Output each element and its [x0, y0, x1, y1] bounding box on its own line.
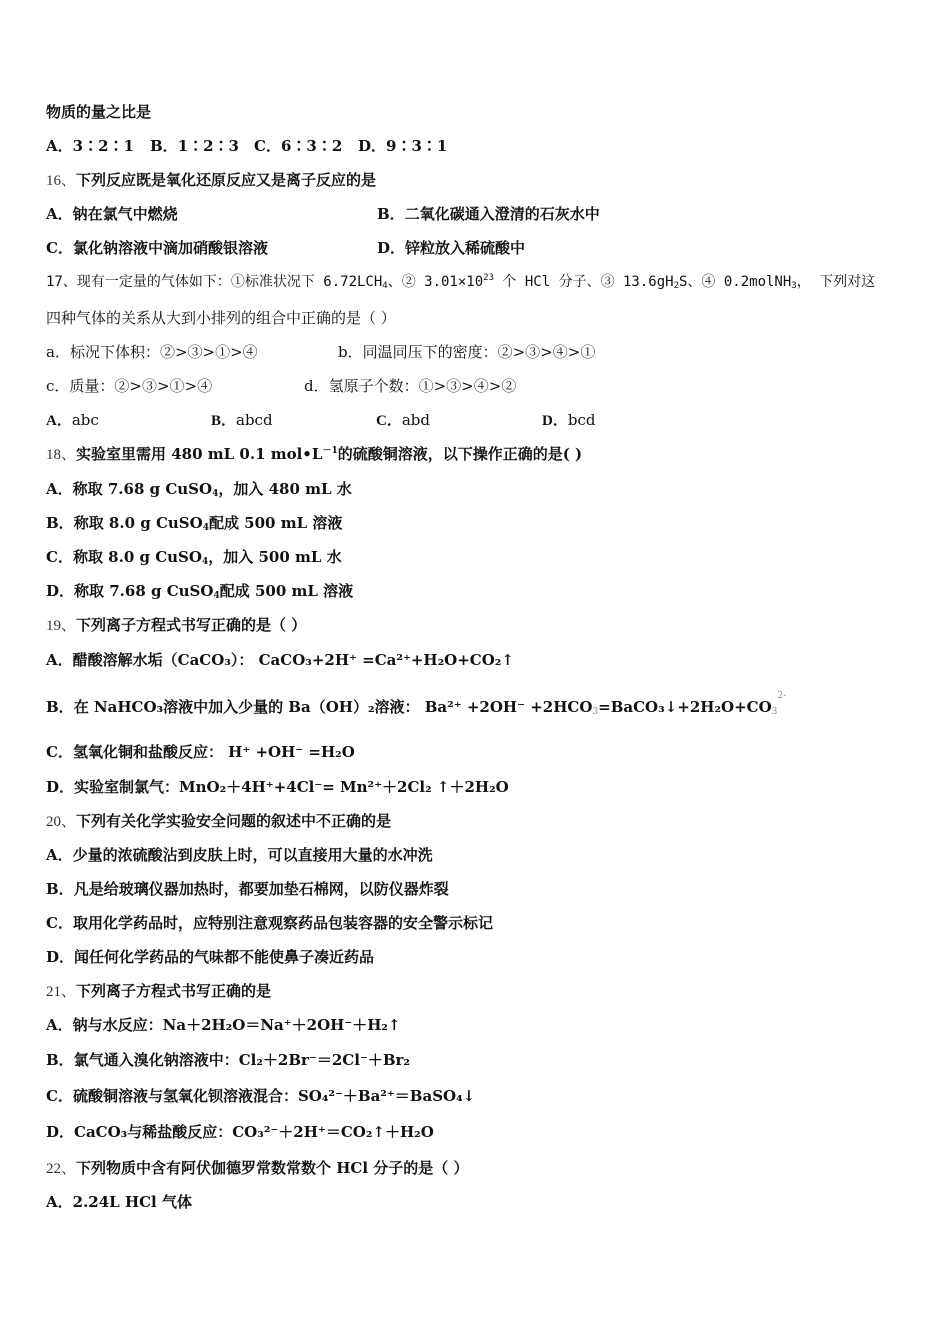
q17-option-c: C．abd — [376, 411, 430, 429]
q19-option-b: B．在 NaHCO₃溶液中加入少量的 Ba（OH）₂溶液： $Ba^{2+} +2OH^- +2HCO_3=BaCO_3↓+2H_2O+CO_3^{2-}$ — [46, 691, 787, 717]
q17-statement-b: b．同温同压下的密度：②>③>④>① — [338, 343, 596, 361]
q16-option-d: D．锌粒放入稀硫酸中 — [377, 239, 526, 257]
q19-option-d: D．实验室制氯气：MnO₂＋4H⁺+4Cl⁻= Mn²⁺＋2Cl₂ ↑＋2H₂O — [46, 778, 509, 796]
q17-stem-line1: 17、现有一定量的气体如下：①标准状况下 $6.72LCH_4$、② $3.01\times 10^{23}$ 个 HCl 分子、③ $13.6gH_2S$、④ 0.2molNH$_3$， 下列对这 — [46, 273, 876, 291]
q18-option-b: B．称取 8.0 g CuSO$_4$配成 500 mL 溶液 — [46, 514, 343, 533]
q20-option-b: B．凡是给玻璃仪器加热时，都要加垫石棉网，以防仪器炸裂 — [46, 880, 449, 898]
q21-option-b: B．氯气通入溴化钠溶液中：Cl₂＋2Br⁻＝2Cl⁻＋Br₂ — [46, 1051, 410, 1069]
q18-stem: 18、实验室里需用 480 mL 0.1 $mol•L^{-1}$的硫酸铜溶液，以下操作正确的是( ) — [46, 445, 583, 463]
q17-statement-c: c．质量：②>③>①>④ — [46, 377, 213, 395]
q18-option-d: D．称取 7.68 g CuSO$_4$配成 500 mL 溶液 — [46, 582, 354, 601]
q17-option-d: D．bcd — [542, 411, 596, 429]
q17-option-a: A．abc — [46, 411, 99, 429]
q17-statement-d: d．氢原子个数：①>③>④>② — [304, 377, 517, 395]
q15-option-a: A．3∶2∶1 — [46, 137, 134, 155]
q15-option-b: B．1∶2∶3 — [150, 137, 239, 155]
q21-option-d: D．CaCO₃与稀盐酸反应：CO₃²⁻＋2H⁺＝CO₂↑＋H₂O — [46, 1123, 434, 1141]
q16-option-a: A．钠在氯气中燃烧 — [46, 205, 178, 223]
q18-option-c: C．称取 8.0 g CuSO$_4$，加入 500 mL 水 — [46, 548, 342, 567]
q21-option-a: A．钠与水反应：Na＋2H₂O＝Na⁺＋2OH⁻＋H₂↑ — [46, 1016, 401, 1034]
q16-option-b: B．二氧化碳通入澄清的石灰水中 — [377, 205, 600, 223]
q17-statement-a: a．标况下体积：②>③>①>④ — [46, 343, 258, 361]
q22-option-a: A．2.24L HCl 气体 — [46, 1193, 192, 1211]
q15-stem-tail: 物质的量之比是 — [46, 103, 152, 121]
q16-option-c: C．氯化钠溶液中滴加硝酸银溶液 — [46, 239, 268, 257]
q16-stem: 16、下列反应既是氧化还原反应又是离子反应的是 — [46, 171, 377, 189]
q16-number: 16、 — [46, 173, 77, 189]
q17-stem-line2: 四种气体的关系从大到小排列的组合中正确的是（ ） — [46, 309, 396, 327]
q20-option-a: A．少量的浓硫酸沾到皮肤上时，可以直接用大量的水冲洗 — [46, 846, 433, 864]
q19-option-a: A．醋酸溶解水垢（CaCO₃）： CaCO₃+2H⁺ =Ca²⁺+H₂O+CO₂↑ — [46, 651, 514, 669]
q20-option-c: C．取用化学药品时，应特别注意观察药品包装容器的安全警示标记 — [46, 914, 493, 932]
q20-stem: 20、下列有关化学实验安全问题的叙述中不正确的是 — [46, 812, 392, 830]
q18-option-a: A．称取 7.68 g CuSO$_4$，加入 480 mL 水 — [46, 480, 352, 499]
q21-stem: 21、下列离子方程式书写正确的是 — [46, 982, 272, 1000]
q17-option-b: B．abcd — [211, 411, 273, 429]
q22-stem: 22、下列物质中含有阿伏伽德罗常数常数个 HCl 分子的是（ ） — [46, 1159, 469, 1177]
q21-option-c: C．硫酸铜溶液与氢氧化钡溶液混合：SO₄²⁻＋Ba²⁺＝BaSO₄↓ — [46, 1087, 476, 1105]
q20-option-d: D．闻任何化学药品的气味都不能使鼻子凑近药品 — [46, 948, 375, 966]
q19-stem: 19、下列离子方程式书写正确的是（ ） — [46, 616, 307, 634]
q19-option-c: C．氢氧化铜和盐酸反应： H⁺ +OH⁻ =H₂O — [46, 743, 355, 761]
q15-option-d: D．9∶3∶1 — [358, 137, 448, 155]
q15-option-c: C．6∶3∶2 — [254, 137, 343, 155]
